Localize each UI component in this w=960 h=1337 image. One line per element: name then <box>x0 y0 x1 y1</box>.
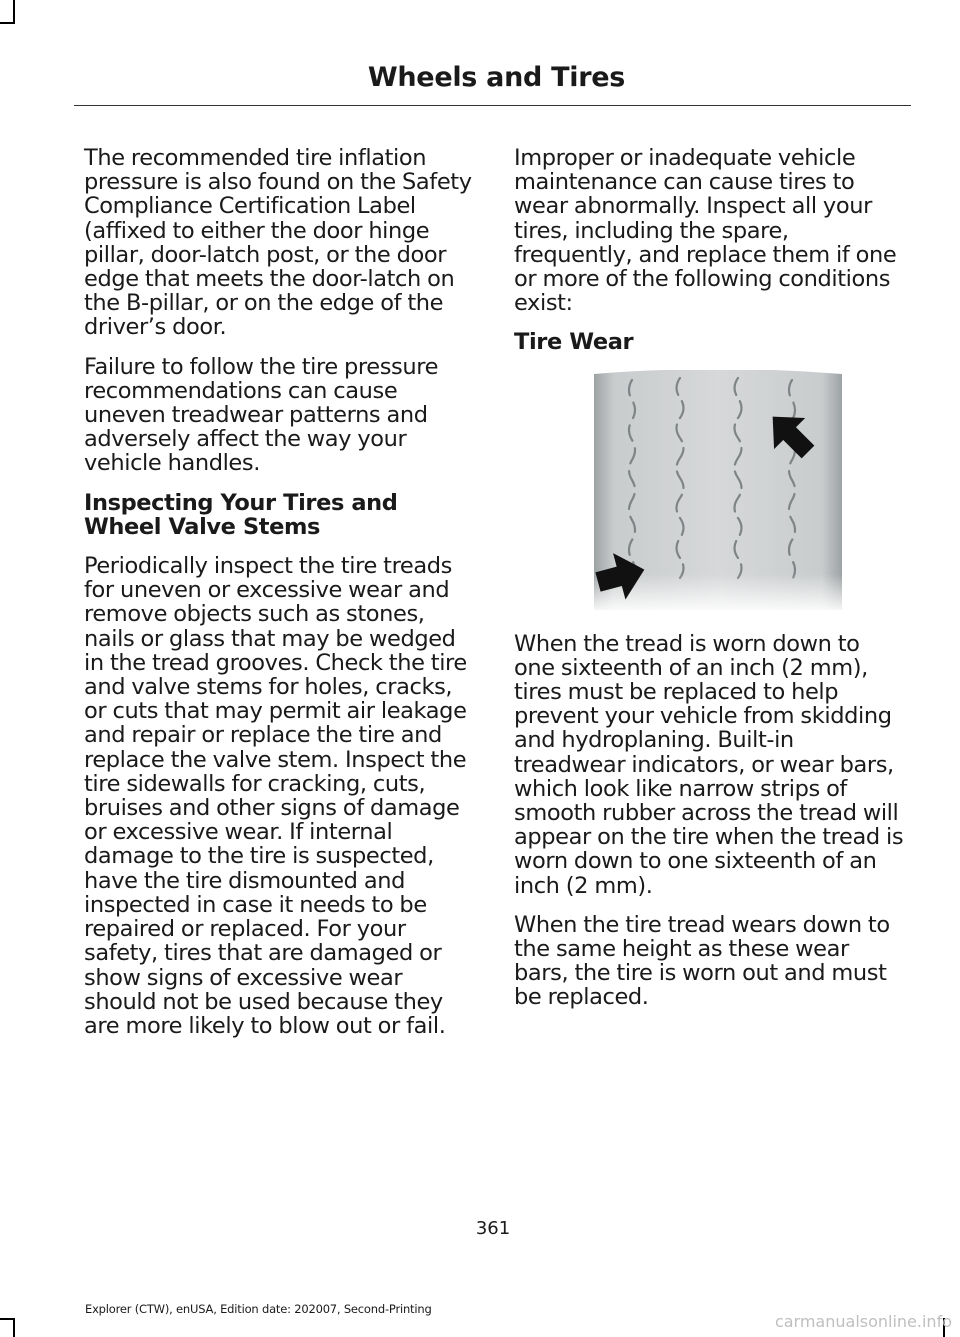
page-title: Wheels and Tires <box>367 62 625 93</box>
left-column <box>84 146 476 1053</box>
right-column <box>514 146 906 1025</box>
crop-mark <box>13 0 15 24</box>
paragraph-tread-worn: When the tread is worn down to one sixteenth of an inch (2 mm), tires must be replaced to help prevent your vehicle from skidding and hydroplaning. Built-in treadwear indicators, or wear bars, which look like narrow strips of smooth rubber across the tread will appear on the tire when the tread is worn down to one sixteenth of an inch (2 mm). <box>514 630 904 899</box>
paragraph-pressure-recommendations: Failure to follow the tire pressure recommendations can cause uneven treadwear patterns and adversely affect the way your vehicle handles. <box>84 353 439 477</box>
page-number: 361 <box>475 1218 511 1239</box>
tire-tread-wear-bar-icon <box>590 370 846 610</box>
section-heading-inspecting: Inspecting Your Tires and Wheel Valve Stems <box>84 489 398 540</box>
watermark: carmanualsonline.info <box>774 1312 952 1331</box>
paragraph-inflation-label: The recommended tire inflation pressure is also found on the Safety Compliance Certification Label (affixed to either the door hinge pillar, door-latch post, or the door edge that meets the door-latch on the B-pillar, or on the edge of the driver’s door. <box>84 145 472 341</box>
section-heading-tire-wear: Tire Wear <box>514 329 634 356</box>
crop-mark <box>13 1318 15 1337</box>
paragraph-maintenance: Improper or inadequate vehicle maintenance can cause tires to wear abnormally. Inspect all your tires, including the spare, frequently, and replace them if one or more of the following conditions exist: <box>514 145 897 317</box>
crop-mark <box>0 1318 15 1320</box>
paragraph-inspect-treads: Periodically inspect the tire treads for uneven or excessive wear and remove objects such as stones, nails or glass that may be wedged in the tread grooves. Check the tire and valve stems for holes, cracks, or cuts that may permit air leakage and repair or replace the tire and replace the valve stem. Inspect the tire sidewalls for cracking, cuts, bruises and other signs of damage or excessive wear. If internal damage to the tire is suspected, have the tire dismounted and inspected in case it needs to be repaired or replaced. For your safety, tires that are damaged or show signs of excessive wear should not be used because they are more likely to blow out or fail. <box>84 553 467 1039</box>
crop-mark <box>0 22 15 24</box>
tire-tread-figure <box>590 370 846 610</box>
paragraph-wear-bars: When the tire tread wears down to the same height as these wear bars, the tire is worn out and must be replaced. <box>514 911 890 1011</box>
edition-footer: Explorer (CTW), enUSA, Edition date: 202007, Second-Printing <box>85 1302 432 1316</box>
header-divider <box>74 105 911 106</box>
